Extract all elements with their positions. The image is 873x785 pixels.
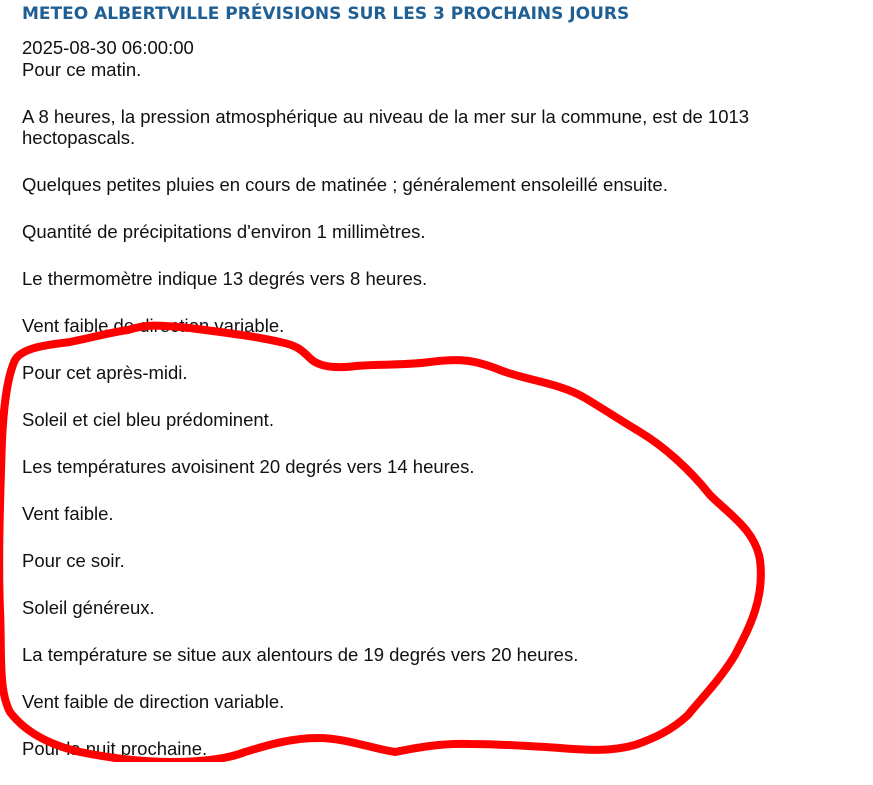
paragraph-morning-heading: Pour ce matin. [22,58,142,80]
paragraph-pressure: A 8 heures, la pression atmosphérique au niveau de la mer sur la commune, est de 1013 hectopascals. [22,105,750,148]
paragraph-precipitation: Quantité de précipitations d'environ 1 millimètres. [22,221,426,242]
paragraph-afternoon-temperature: Les températures avoisinent 20 degrés vers 14 heures. [22,456,475,477]
paragraph-afternoon-heading: Pour cet après-midi. [22,362,188,383]
paragraph-morning-sky: Quelques petites pluies en cours de matinée ; généralement ensoleillé ensuite. [22,174,668,195]
forecast-text [22,37,852,785]
forecast-timestamp: 2025-08-30 06:00:00 [22,37,194,58]
paragraph-evening-heading: Pour ce soir. [22,550,125,571]
paragraph-evening-sky: Soleil généreux. [22,597,155,618]
paragraph-afternoon-sky: Soleil et ciel bleu prédominent. [22,409,274,430]
paragraph-evening-temperature: La température se situe aux alentours de 19 degrés vers 20 heures. [22,644,579,665]
paragraph-afternoon-wind: Vent faible. [22,503,114,524]
paragraph-morning-temperature: Le thermomètre indique 13 degrés vers 8 heures. [22,268,428,289]
paragraph-night-heading: Pour la nuit prochaine. [22,738,208,759]
paragraph-evening-wind: Vent faible de direction variable. [22,691,285,712]
paragraph-morning-wind: Vent faible de direction variable. [22,315,285,336]
page-title: METEO ALBERTVILLE PRÉVISIONS SUR LES 3 PROCHAINS JOURS [22,4,630,24]
